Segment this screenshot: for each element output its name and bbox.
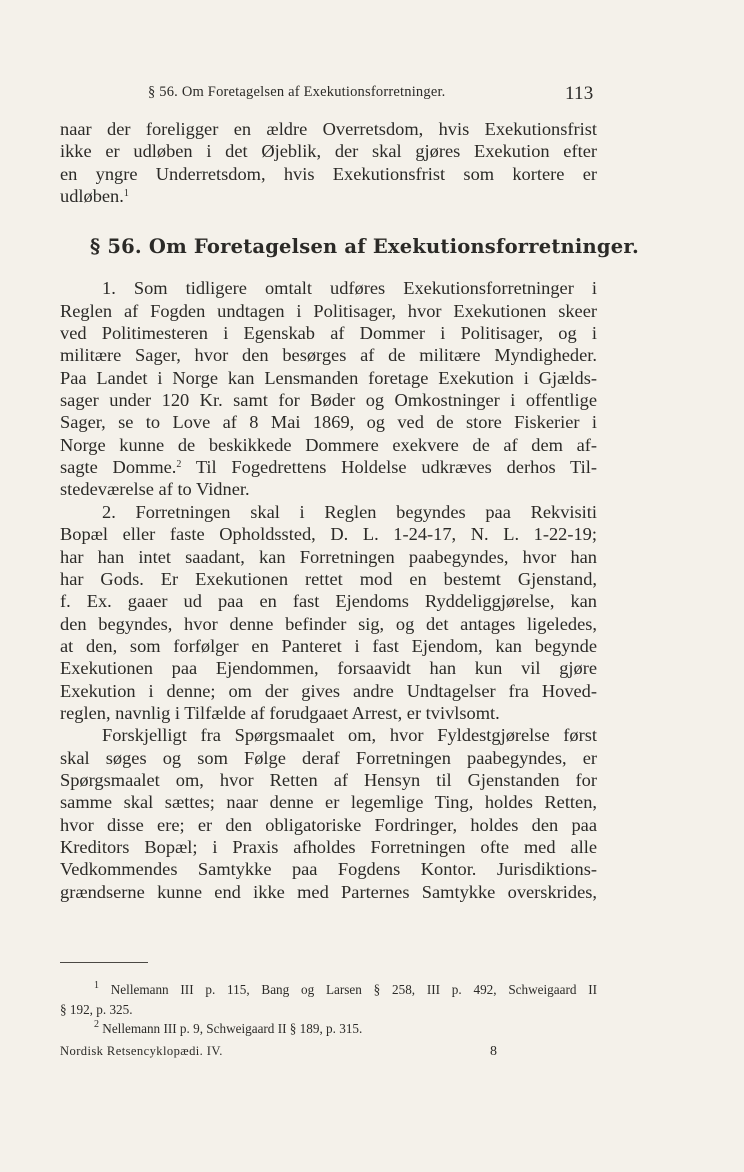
text-line: Bopæl eller faste Opholdssted, D. L. 1-24-17, N. L. 1-22-19; — [60, 524, 597, 545]
text-line: Kreditors Bopæl; i Praxis afholdes Forretningen ofte med alle — [60, 836, 597, 857]
footnote-text: Nellemann III p. 115, Bang og Larsen § 258, III p. 492, Schweigaard II — [110, 982, 597, 997]
text-line: skal søges og som Følge deraf Forretningen paabegyndes, er — [60, 747, 597, 768]
footnote-ref: 1 — [123, 188, 129, 200]
text-line: Exekution i denne; om der gives andre Undtagelser fra Hoved- — [60, 680, 597, 701]
page-number: 113 — [565, 83, 594, 104]
running-head-title: § 56. Om Foretagelsen af Exekutionsforretninger. — [148, 84, 446, 100]
text-line: stedeværelse af to Vidner. — [60, 479, 250, 500]
text-line: grændserne kunne end ikke med Parternes Samtykke overskrides, — [60, 881, 597, 902]
footnote-divider — [60, 962, 148, 963]
text-line: den begyndes, hvor denne befinder sig, og det antages ligeledes, — [60, 613, 597, 634]
text-line: Spørgsmaalet om, hvor Retten af Hensyn til Gjenstanden for — [60, 769, 597, 790]
text-line: Exekutionen paa Ejendommen, forsaavidt han kun vil gjøre — [60, 658, 597, 679]
text-line: samme skal sættes; naar denne er legemlige Ting, holdes Retten, — [60, 792, 597, 813]
text-line: sager under 120 Kr. samt for Bøder og Omkostninger i offentlige — [60, 390, 597, 411]
text-line: Norge kunne de beskikkede Dommere exekvere de af dem af- — [60, 434, 597, 455]
text-line: 1. Som tidligere omtalt udføres Exekutionsforretninger i — [102, 278, 597, 299]
text-fragment: udløben. — [60, 186, 124, 207]
footnote-2 — [60, 1019, 597, 1039]
text-line: har Gods. Er Exekutionen rettet mod en bestemt Gjenstand, — [60, 568, 597, 589]
text-line: Reglen af Fogden undtagen i Politisager, hvor Exekutionen skeer — [60, 300, 597, 321]
text-fragment: Til Fogedrettens Holdelse udkræves derhos Til- — [181, 457, 597, 478]
footnote-ref: 2 — [176, 459, 182, 471]
footnote-1 — [60, 980, 597, 1000]
signature-title: Nordisk Retsencyklopædi. IV. — [60, 1044, 223, 1058]
text-line: reglen, navnlig i Tilfælde af forudgaaet Arrest, er tvivlsomt. — [60, 702, 500, 723]
text-fragment: sagte Domme. — [60, 457, 177, 478]
sheet-number: 8 — [490, 1044, 498, 1059]
text-line: naar der foreligger en ældre Overretsdom, hvis Exekutionsfrist — [60, 119, 597, 139]
text-line: Paa Landet i Norge kan Lensmanden foretage Exekution i Gjælds- — [60, 367, 597, 388]
text-line — [60, 456, 597, 478]
printer-signature — [60, 1044, 600, 1059]
text-line: Vedkommendes Samtykke paa Fogdens Kontor. Jurisdiktions- — [60, 859, 597, 880]
text-line: Forskjelligt fra Spørgsmaalet om, hvor Fyldestgjørelse først — [102, 725, 597, 746]
section-heading: § 56. Om Foretagelsen af Exekutionsforretninger. — [90, 235, 640, 259]
footnote-text: Nellemann III p. 9, Schweigaard II § 189, p. 315. — [102, 1021, 363, 1036]
footnote-mark: 1 — [94, 980, 99, 991]
footnote-1-cont: § 192, p. 325. — [60, 1001, 133, 1017]
text-line: Sager, se to Love af 8 Mai 1869, og ved de store Fiskerier i — [60, 412, 597, 433]
text-line: har han intet saadant, kan Forretningen paabegyndes, hvor han — [60, 546, 597, 567]
body-text — [60, 118, 640, 903]
text-line: militære Sager, hvor den besørges af de militære Myndigheder. — [60, 345, 597, 366]
text-line: 2. Forretningen skal i Reglen begyndes paa Rekvisiti — [102, 501, 597, 522]
footnote-mark: 2 — [94, 1019, 99, 1030]
text-line: en yngre Underretsdom, hvis Exekutionsfrist som kortere er — [60, 163, 597, 184]
text-line: at den, som forfølger en Panteret i fast Ejendom, kan begynde — [60, 635, 597, 656]
text-line — [60, 185, 597, 207]
text-line: ikke er udløben i det Øjeblik, der skal gjøres Exekution efter — [60, 141, 597, 162]
text-line: ved Politimesteren i Egenskab af Dommer i Politisager, og i — [60, 323, 597, 344]
text-line: f. Ex. gaaer ud paa en fast Ejendoms Ryddeliggjørelse, kan — [60, 591, 597, 612]
text-line: hvor disse ere; er den obligatoriske Fordringer, holdes den paa — [60, 814, 597, 835]
footnotes — [60, 980, 597, 1039]
